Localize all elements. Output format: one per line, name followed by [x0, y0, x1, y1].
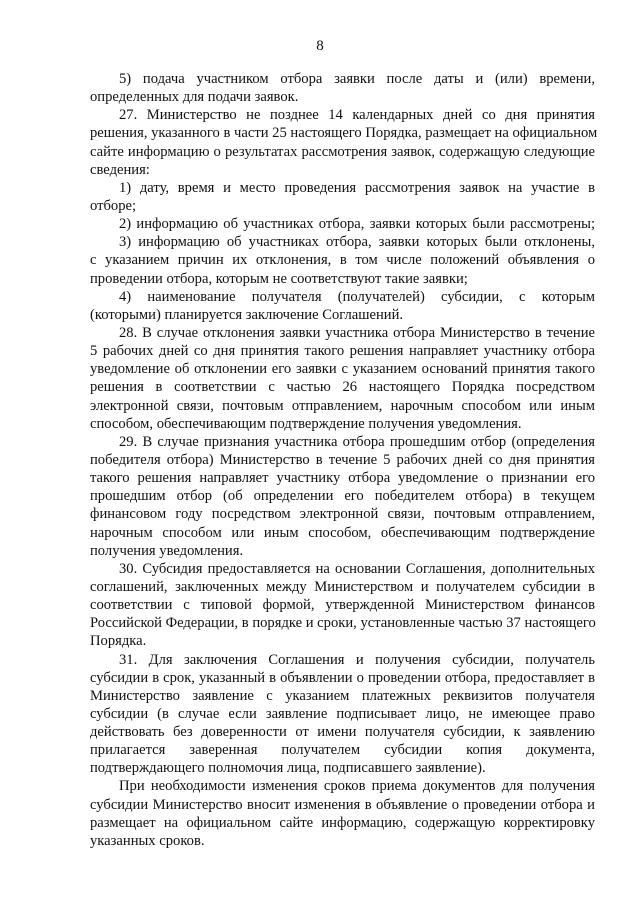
text-line: соответствии с типовой формой, утвержденной Министерством финансов — [90, 597, 595, 614]
text-line: нарочным способом или иным способом, обеспечивающим подтверждение — [90, 524, 595, 541]
text-line: Российской Федерации, в порядке и сроки, установленные частью 37 настоящего — [90, 615, 596, 632]
text-line: уведомление об отклонении его заявки с указанием оснований принятия такого — [90, 361, 595, 378]
text-line: указанных сроков. — [90, 832, 205, 849]
text-line: сайте информацию о результатах рассмотрения заявок, содержащую следующие — [90, 143, 595, 160]
text-line: прошедшим отбор (об определении его победителем отбора) в текущем — [90, 488, 595, 505]
text-line: 4) наименование получателя (получателей) субсидии, с которым — [119, 288, 595, 305]
text-line: отборе; — [90, 197, 137, 214]
text-line: с указанием причин их отклонения, в том числе положений объявления о — [90, 252, 595, 269]
text-line: размещает на официальном сайте информацию, содержащую корректировку — [90, 814, 595, 831]
text-line: соглашений, заключенных между Министерством и получателем субсидии в — [90, 578, 595, 595]
text-line: 5 рабочих дней со дня принятия такого решения направляет участнику отбора — [90, 343, 595, 360]
text-line: решения в соответствии с частью 26 настоящего Порядка посредством — [90, 379, 595, 396]
document-body — [90, 70, 598, 850]
text-line: электронной связи, почтовым отправлением, нарочным способом или иным — [90, 397, 595, 414]
text-line: определенных для подачи заявок. — [90, 89, 299, 106]
text-line: победителя отбора) Министерство в течение 5 рабочих дней со дня принятия — [90, 451, 595, 468]
text-line: Порядка. — [90, 633, 147, 650]
text-line: 2) информацию об участниках отбора, заявки которых были рассмотрены; — [119, 216, 595, 233]
text-line: 31. Для заключения Соглашения и получения субсидии, получатель — [119, 651, 595, 668]
text-line: При необходимости изменения сроков приема документов для получения — [119, 778, 595, 795]
text-line: сведения: — [90, 161, 150, 178]
text-line: (которыми) планируется заключение Соглашений. — [90, 306, 404, 323]
text-line: финансовом году посредством электронной связи, почтовым отправлением, — [90, 506, 595, 523]
text-line: 27. Министерство не позднее 14 календарных дней со дня принятия — [119, 107, 595, 124]
text-line: 3) информацию об участниках отбора, заявки которых были отклонены, — [119, 234, 595, 251]
text-line: получения уведомления. — [90, 542, 244, 559]
text-line: 28. В случае отклонения заявки участника отбора Министерство в течение — [119, 324, 595, 341]
text-line: 30. Субсидия предоставляется на основании Соглашения, дополнительных — [119, 560, 595, 577]
text-line: подтверждающего полномочия лица, подписавшего заявление). — [90, 760, 486, 777]
text-line: Министерство заявление с указанием платежных реквизитов получателя — [90, 687, 595, 704]
text-line: действовать без доверенности от имени получателя субсидии, к заявлению — [90, 724, 595, 741]
text-line: субсидии Министерство вносит изменения в объявление о проведении отбора и — [90, 796, 595, 813]
text-line: субсидии (в случае если заявление подписывает лицо, не имеющее право — [90, 705, 595, 722]
text-line: 5) подача участником отбора заявки после даты и (или) времени, — [119, 71, 595, 87]
text-line: проведении отбора, которым не соответствуют такие заявки; — [90, 270, 468, 287]
text-line: способом, обеспечивающим подтверждение получения уведомления. — [90, 415, 522, 432]
text-line: прилагается заверенная получателем субсидии копия документа, — [90, 742, 595, 759]
text-line: 1) дату, время и место проведения рассмотрения заявок на участие в — [119, 179, 595, 196]
text-line: решения, указанного в части 25 настоящего Порядка, размещает на официальном — [90, 125, 598, 142]
text-line: субсидии в срок, указанный в объявлении о проведении отбора, предоставляет в — [90, 669, 595, 686]
page-number: 8 — [316, 38, 324, 54]
text-line: такого решения направляет участнику отбора уведомление о признании его — [90, 470, 595, 487]
text-line: 29. В случае признания участника отбора прошедшим отбор (определения — [119, 433, 595, 450]
